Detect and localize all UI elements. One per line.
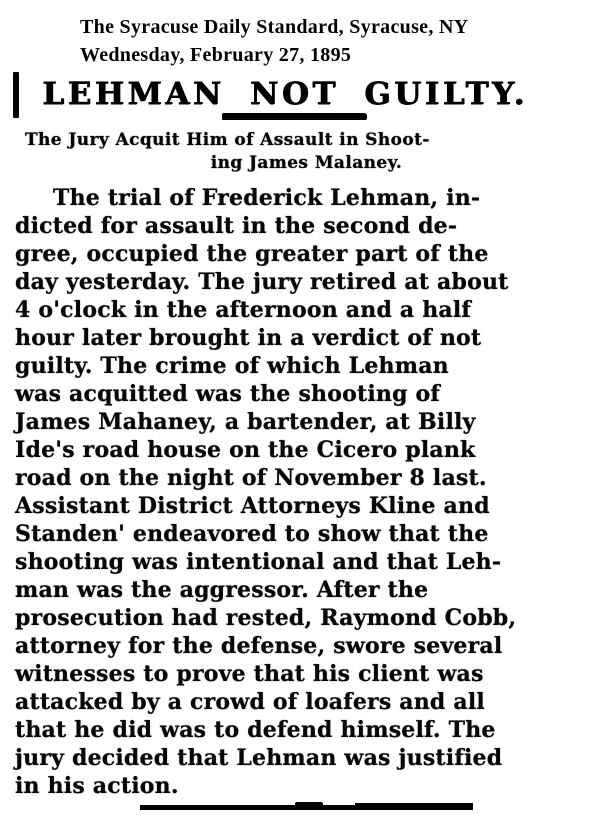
body-line: jury decided that Lehman was justified — [15, 745, 503, 771]
body-line: The trial of Frederick Lehman, in- — [53, 185, 481, 211]
body-line: James Mahaney, a bartender, at Billy — [15, 409, 476, 435]
body-line: hour later brought in a verdict of not — [15, 325, 482, 351]
body-line: Assistant District Attorneys Kline and — [15, 493, 490, 519]
article-subheadline — [25, 129, 588, 175]
article-headline: LEHMAN NOT GUILTY. — [42, 76, 528, 112]
body-line: witnesses to prove that his client was — [15, 661, 484, 687]
body-line: dicted for assault in the second de- — [15, 213, 458, 239]
body-line: attacked by a crowd of loafers and all — [15, 689, 485, 715]
body-line: gree, occupied the greater part of the — [15, 241, 489, 267]
body-line: Standen' endeavored to show that the — [15, 521, 489, 547]
body-line: in his action. — [15, 773, 179, 799]
body-line: attorney for the defense, swore several — [15, 633, 503, 659]
source-caption — [80, 13, 468, 69]
body-line: was acquitted was the shooting of — [15, 381, 441, 407]
source-caption-line2: Wednesday, February 27, 1895 — [80, 44, 352, 66]
end-rule-segment-right — [355, 803, 473, 810]
body-line: road on the night of November 8 last. — [15, 465, 487, 491]
body-line: Ide's road house on the Cicero plank — [15, 437, 476, 463]
body-line: prosecution had rested, Raymond Cobb, — [15, 605, 517, 631]
body-line: man was the aggressor. After the — [15, 577, 429, 603]
body-line: that he did was to defend himself. The — [15, 717, 496, 743]
headline-underline-rule — [222, 113, 367, 120]
source-caption-line1: The Syracuse Daily Standard, Syracuse, NY — [80, 16, 469, 38]
body-line: guilty. The crime of which Lehman — [15, 353, 449, 379]
subheadline-line-2: ing James Malaney. — [210, 153, 403, 173]
body-line: 4 o'clock in the afternoon and a half — [15, 297, 472, 323]
article-body — [15, 184, 592, 800]
end-rule-segment-left — [140, 805, 360, 810]
end-rule-bump — [295, 802, 323, 807]
article-end-rule — [140, 802, 473, 811]
body-line: day yesterday. The jury retired at about — [15, 269, 509, 295]
body-line: shooting was intentional and that Leh- — [15, 549, 502, 575]
subheadline-line-1: The Jury Acquit Him of Assault in Shoot- — [25, 130, 430, 150]
